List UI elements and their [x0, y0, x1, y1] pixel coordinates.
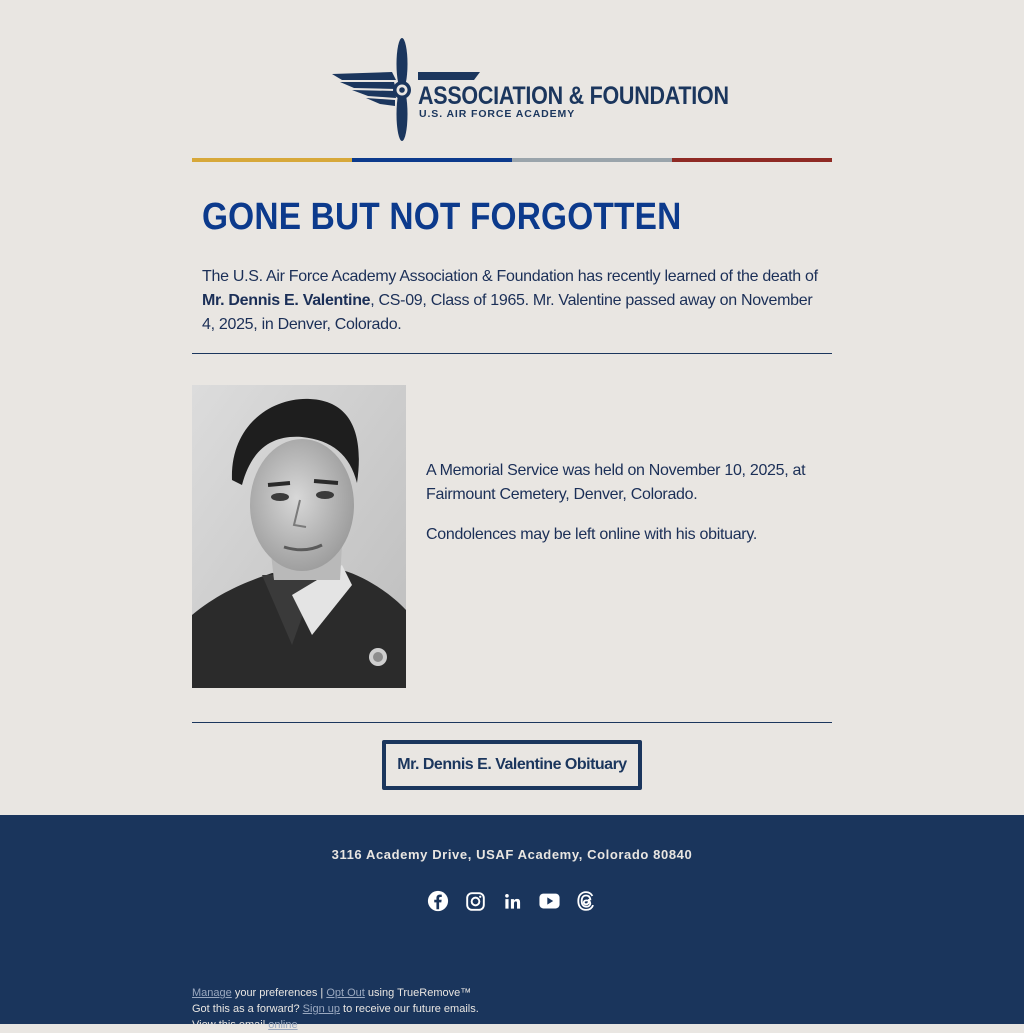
intro-rest: , CS-09, Class of 1965. Mr. Valentine passed away on November 4, 2025, in Denver, Colorado.: [202, 292, 813, 333]
stripe-gold: [192, 158, 352, 162]
stripe-red: [672, 158, 832, 162]
logo-subtitle: U.S. AIR FORCE ACADEMY: [419, 108, 576, 120]
condolences-text: Condolences may be left online with his obituary.: [426, 526, 757, 543]
view-online-line: [192, 1017, 832, 1033]
intro-paragraph: [202, 265, 822, 337]
association-foundation-logo[interactable]: [332, 38, 729, 142]
manage-link[interactable]: Manage: [192, 987, 232, 999]
facebook-icon[interactable]: [427, 889, 449, 913]
manage-text: your preferences |: [231, 987, 327, 999]
divider-bottom: [192, 722, 832, 723]
fine-print: [192, 985, 832, 1033]
view-text: View this email: [192, 1019, 269, 1031]
online-link[interactable]: online: [268, 1019, 298, 1031]
instagram-icon[interactable]: [464, 889, 486, 913]
service-details: [426, 459, 826, 563]
social-links: [0, 889, 1024, 913]
stripe-blue: [352, 158, 512, 162]
stripe-silver: [512, 158, 672, 162]
logo-title: ASSOCIATION & FOUNDATION: [418, 82, 729, 110]
portrait-photo: [192, 385, 406, 688]
forward-line: [192, 1001, 832, 1017]
youtube-icon[interactable]: [538, 889, 560, 913]
forward-text: Got this as a forward?: [192, 1003, 303, 1015]
footer: [0, 815, 1024, 1031]
sign-up-text: to receive our future emails.: [339, 1003, 479, 1015]
linkedin-icon[interactable]: [501, 889, 523, 913]
deceased-name: Mr. Dennis E. Valentine: [202, 292, 371, 309]
portrait-image: [192, 385, 406, 688]
opt-out-link[interactable]: Opt Out: [326, 987, 365, 999]
opt-out-text: using TrueRemove™: [364, 987, 472, 999]
sign-up-link[interactable]: Sign up: [302, 1003, 340, 1015]
footer-address: 3116 Academy Drive, USAF Academy, Colorado 80840: [331, 847, 693, 862]
preferences-line: [192, 985, 832, 1001]
memorial-text: A Memorial Service was held on November 10, 2025, at Fairmount Cemetery, Denver, Colorado.: [426, 462, 806, 503]
page-title: GONE BUT NOT FORGOTTEN: [202, 196, 682, 238]
threads-icon[interactable]: [575, 889, 597, 913]
color-stripe: [192, 158, 832, 162]
obituary-button[interactable]: Mr. Dennis E. Valentine Obituary: [382, 740, 642, 790]
divider-top: [192, 353, 832, 354]
intro-lead: The U.S. Air Force Academy Association & Foundation has recently learned of the death of: [202, 268, 818, 285]
